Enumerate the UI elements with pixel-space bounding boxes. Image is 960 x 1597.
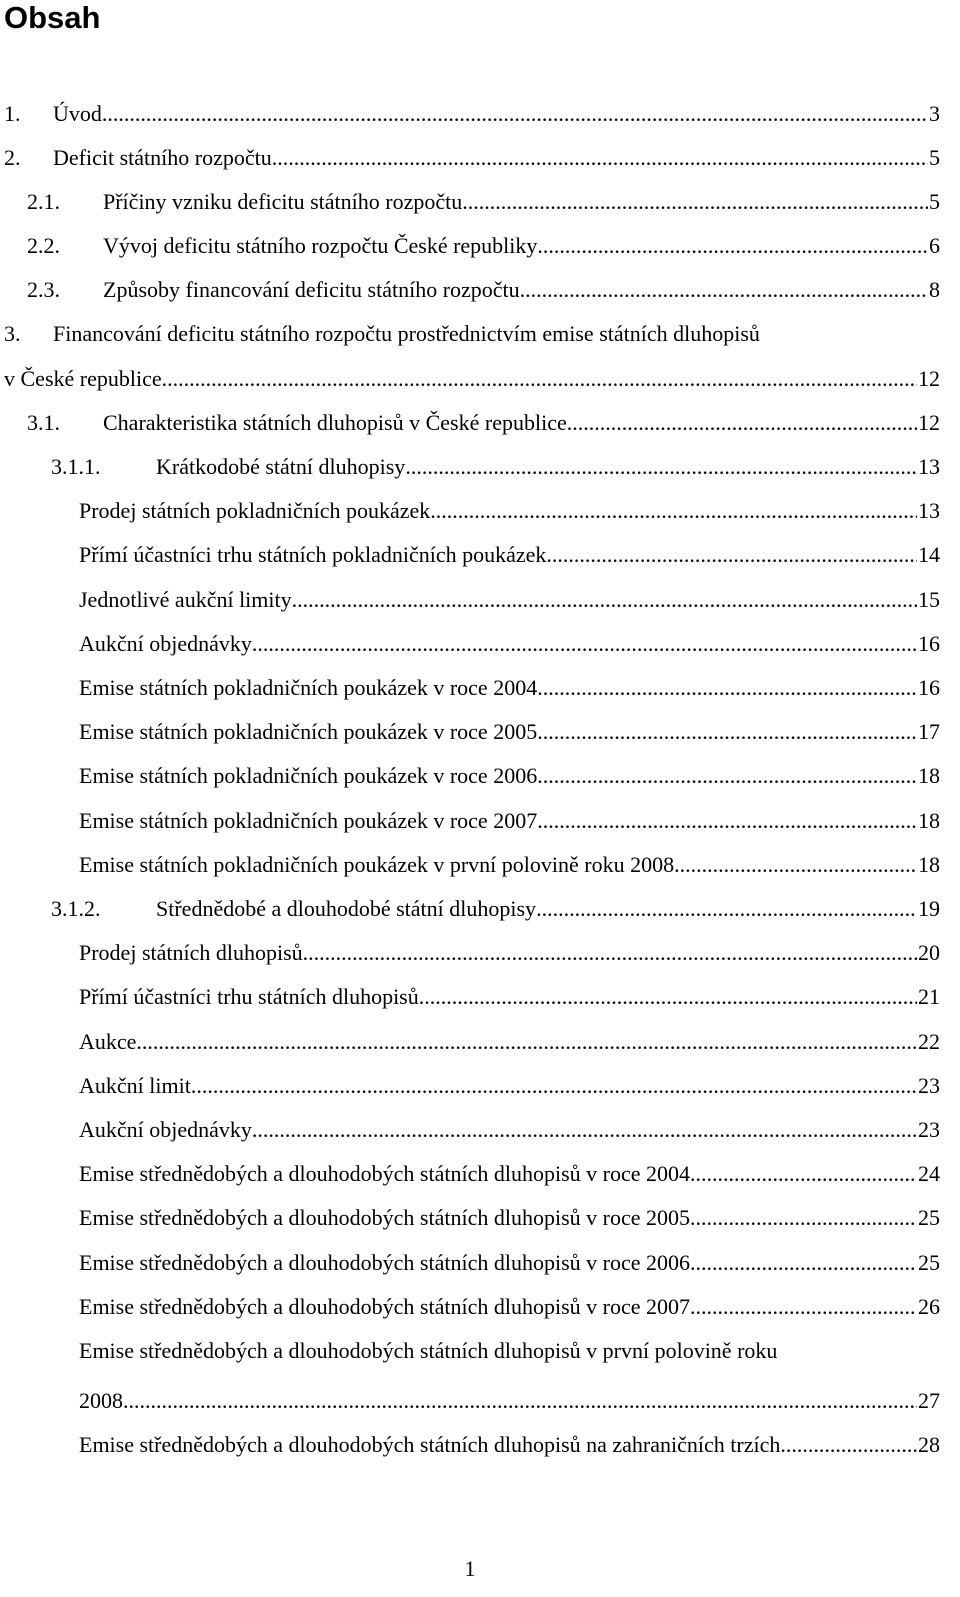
toc-entry-number: 1.: [4, 101, 21, 126]
toc-page-number: 15: [918, 587, 940, 612]
toc-entry-number: 3.: [4, 321, 21, 346]
toc-page-number: 24: [918, 1161, 940, 1186]
toc-entry[interactable]: [79, 761, 940, 791]
toc-entry[interactable]: [79, 1071, 940, 1101]
toc-entry[interactable]: [79, 806, 940, 836]
toc-entry[interactable]: [27, 408, 940, 438]
toc-page-number: 5: [929, 145, 940, 170]
toc-page-number: 27: [918, 1388, 940, 1413]
toc-entry-label: Emise státních pokladničních poukázek v roce 2004: [79, 675, 538, 700]
toc-entry[interactable]: [79, 938, 940, 968]
toc-dot-leader: [136, 1027, 917, 1057]
toc-entry-number: 2.: [4, 145, 21, 170]
toc-entry[interactable]: [79, 1027, 940, 1057]
toc-entry-number: 2.1.: [27, 189, 60, 214]
toc-entry[interactable]: [79, 717, 940, 747]
toc-entry-label: Přímí účastníci trhu státních dluhopisů: [79, 984, 419, 1009]
toc-entry-number: 2.2.: [27, 233, 60, 258]
toc-entry[interactable]: [79, 1336, 777, 1366]
toc-entry[interactable]: [79, 585, 940, 615]
toc-entry[interactable]: [4, 143, 940, 173]
toc-entry[interactable]: [79, 1115, 940, 1145]
toc-entry-label: Přímí účastníci trhu státních pokladničních poukázek: [79, 542, 547, 567]
toc-dot-leader: [690, 1292, 917, 1322]
toc-page-number: 20: [918, 940, 940, 965]
toc-entry-continuation[interactable]: [4, 364, 940, 394]
toc-page-number: 28: [918, 1432, 940, 1457]
toc-page-number: 23: [918, 1073, 940, 1098]
toc-page-number: 16: [918, 675, 940, 700]
toc-entry[interactable]: [79, 540, 940, 570]
toc-entry-number: 2.3.: [27, 277, 60, 302]
toc-dot-leader: [690, 1159, 917, 1189]
toc-entry-continuation[interactable]: [79, 1386, 940, 1416]
toc-entry[interactable]: [79, 673, 940, 703]
toc-entry[interactable]: [79, 1248, 940, 1278]
toc-entry-label: Způsoby financování deficitu státního rozpočtu: [103, 277, 520, 302]
toc-dot-leader: [537, 231, 928, 261]
toc-dot-leader: [536, 894, 917, 924]
toc-entry[interactable]: [79, 1430, 940, 1460]
toc-entry-label: Emise střednědobých a dlouhodobých státních dluhopisů v roce 2004: [79, 1161, 690, 1186]
toc-dot-leader: [430, 496, 917, 526]
toc-entry-label: 2008: [79, 1388, 123, 1413]
toc-entry-label: Emise střednědobých a dlouhodobých státních dluhopisů v první polovině roku: [79, 1338, 778, 1363]
toc-page-number: 19: [918, 896, 940, 921]
toc-page-number: 6: [929, 233, 940, 258]
toc-dot-leader: [520, 275, 928, 305]
toc-entry-label: Emise státních pokladničních poukázek v první polovině roku 2008: [79, 852, 675, 877]
toc-entry-label: Aukční objednávky: [79, 631, 252, 656]
toc-page-number: 18: [918, 763, 940, 788]
toc-page-number: 3: [929, 101, 940, 126]
toc-page-number: 8: [929, 277, 940, 302]
toc-entry[interactable]: [27, 275, 940, 305]
toc-page-number: 21: [918, 984, 940, 1009]
toc-dot-leader: [292, 585, 917, 615]
toc-dot-leader: [303, 938, 917, 968]
toc-entry-label: Aukční objednávky: [79, 1117, 252, 1142]
toc-entry[interactable]: [4, 319, 760, 349]
toc-entry-label: Střednědobé a dlouhodobé státní dluhopisy: [156, 896, 537, 921]
toc-entry[interactable]: [79, 1159, 940, 1189]
toc-entry-label: Emise státních pokladničních poukázek v roce 2006: [79, 763, 538, 788]
toc-page-number: 25: [918, 1250, 940, 1275]
toc-entry[interactable]: [79, 850, 940, 880]
toc-dot-leader: [537, 806, 917, 836]
toc-dot-leader: [690, 1248, 917, 1278]
toc-page-number: 16: [918, 631, 940, 656]
toc-page-number: 23: [918, 1117, 940, 1142]
toc-entry-label: Příčiny vzniku deficitu státního rozpočtu: [103, 189, 463, 214]
toc-entry[interactable]: [4, 99, 940, 129]
toc-entry[interactable]: [27, 187, 940, 217]
toc-entry[interactable]: [79, 496, 940, 526]
toc-entry-label: Úvod: [53, 101, 102, 126]
toc-page-number: 12: [918, 410, 940, 435]
toc-dot-leader: [272, 143, 928, 173]
toc-entry-label: Krátkodobé státní dluhopisy: [156, 454, 406, 479]
toc-entry-label: Aukční limit: [79, 1073, 191, 1098]
toc-entry-label: Prodej státních dluhopisů: [79, 940, 303, 965]
toc-entry-label: Emise střednědobých a dlouhodobých státních dluhopisů v roce 2006: [79, 1250, 690, 1275]
toc-dot-leader: [102, 99, 928, 129]
page-number-footer: 1: [464, 1556, 476, 1581]
toc-dot-leader: [786, 1430, 917, 1460]
toc-dot-leader: [162, 364, 917, 394]
toc-entry[interactable]: [51, 894, 940, 924]
toc-dot-leader: [537, 761, 917, 791]
toc-entry[interactable]: [51, 452, 940, 482]
toc-entry-label: Vývoj deficitu státního rozpočtu České republiky: [103, 233, 538, 258]
page-title: Obsah: [4, 0, 101, 35]
toc-entry-number: 3.1.2.: [51, 896, 101, 921]
toc-entry[interactable]: [79, 982, 940, 1012]
toc-page-number: 14: [918, 542, 940, 567]
toc-dot-leader: [123, 1386, 917, 1416]
toc-entry-label: Emise střednědobých a dlouhodobých státních dluhopisů v roce 2005: [79, 1205, 690, 1230]
toc-page-number: 26: [918, 1294, 940, 1319]
toc-dot-leader: [537, 717, 917, 747]
toc-dot-leader: [567, 408, 917, 438]
toc-page-number: 18: [918, 852, 940, 877]
toc-entry-label: Aukce: [79, 1029, 137, 1054]
toc-page-number: 17: [918, 719, 940, 744]
toc-dot-leader: [191, 1071, 917, 1101]
toc-page-number: 18: [918, 808, 940, 833]
toc-dot-leader: [462, 187, 928, 217]
toc-dot-leader: [252, 1115, 917, 1145]
toc-dot-leader: [690, 1203, 917, 1233]
toc-dot-leader: [537, 673, 917, 703]
toc-page-number: 13: [918, 454, 940, 479]
toc-entry[interactable]: [79, 1292, 940, 1322]
toc-entry-label: Emise střednědobých a dlouhodobých státních dluhopisů v roce 2007: [79, 1294, 690, 1319]
toc-dot-leader: [674, 850, 917, 880]
toc-entry-label: Emise státních pokladničních poukázek v roce 2005: [79, 719, 538, 744]
toc-entry-label: Jednotlivé aukční limity: [79, 587, 292, 612]
toc-entry-label: v České republice: [4, 366, 162, 391]
toc-entry-label: Emise státních pokladničních poukázek v roce 2007: [79, 808, 538, 833]
toc-page-number: 5: [929, 189, 940, 214]
toc-page-number: 13: [918, 498, 940, 523]
toc-entry-label: Emise střednědobých a dlouhodobých státních dluhopisů na zahraničních trzích.: [79, 1432, 786, 1457]
toc-entry[interactable]: [79, 629, 940, 659]
toc-entry-label: Deficit státního rozpočtu: [53, 145, 272, 170]
toc-entry-number: 3.1.: [27, 410, 60, 435]
toc-dot-leader: [419, 982, 917, 1012]
toc-dot-leader: [252, 629, 917, 659]
toc-entry-label: Prodej státních pokladničních poukázek: [79, 498, 431, 523]
toc-entry-label: Financování deficitu státního rozpočtu prostřednictvím emise státních dluhopisů: [53, 321, 760, 346]
toc-entry-number: 3.1.1.: [51, 454, 101, 479]
toc-page-number: 25: [918, 1205, 940, 1230]
toc-page-number: 22: [918, 1029, 940, 1054]
toc-entry[interactable]: [79, 1203, 940, 1233]
toc-entry-label: Charakteristika státních dluhopisů v České republice: [103, 410, 567, 435]
toc-dot-leader: [546, 540, 917, 570]
toc-entry[interactable]: [27, 231, 940, 261]
toc-dot-leader: [405, 452, 917, 482]
toc-page-number: 12: [918, 366, 940, 391]
